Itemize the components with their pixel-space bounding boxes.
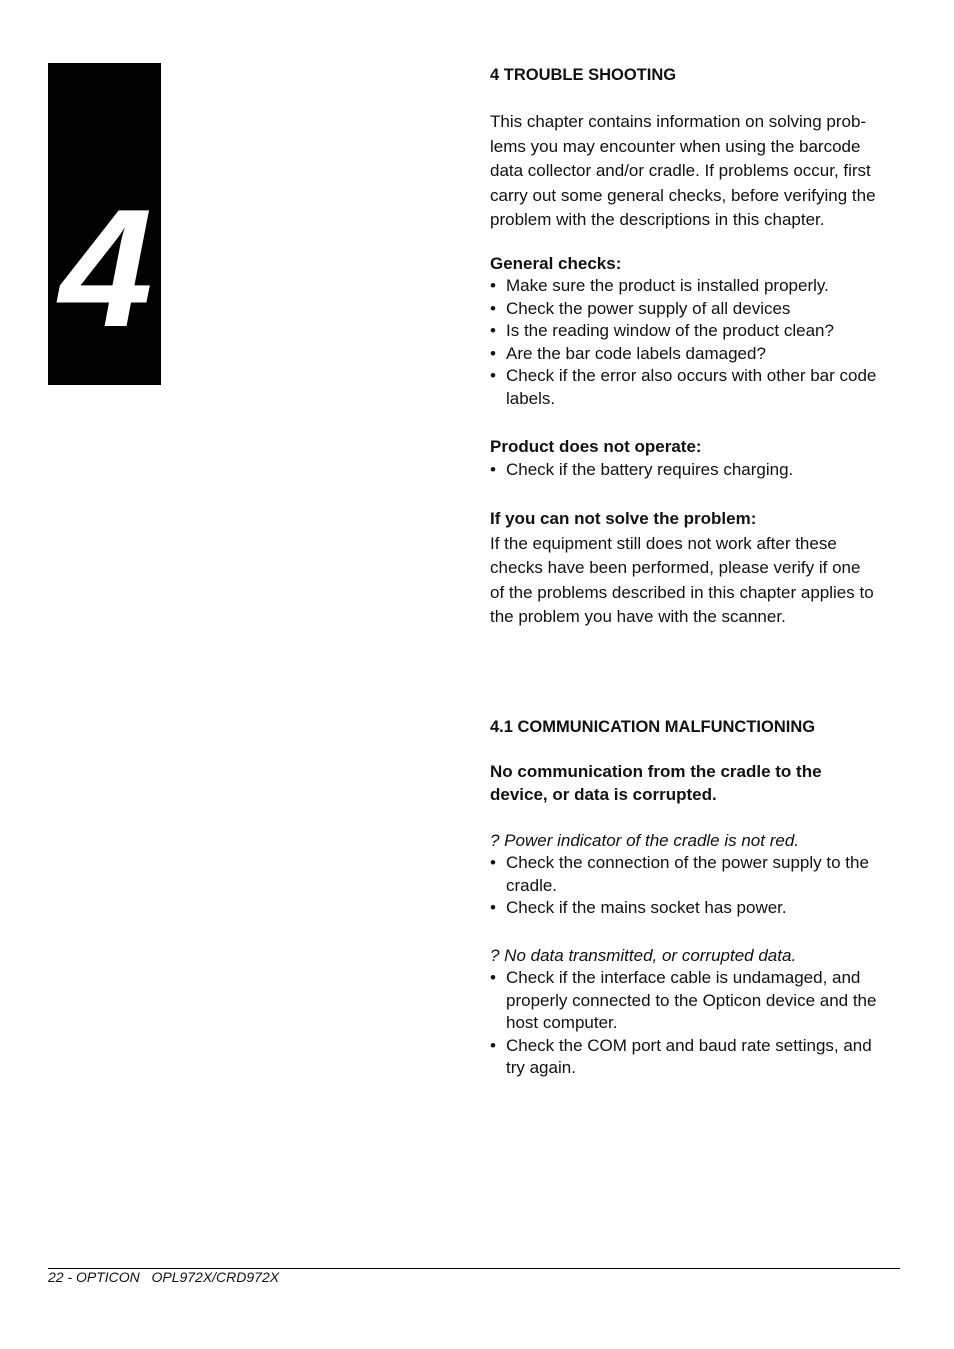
cannot-solve-title: If you can not solve the problem:	[490, 509, 757, 528]
not-operate-title: Product does not operate:	[490, 437, 702, 456]
general-checks-title: General checks:	[490, 253, 622, 273]
list-item: • Check the power supply of all devices	[490, 298, 791, 318]
footer-text: 22 - OPTICON OPL972X/CRD972X	[48, 1269, 280, 1285]
problem-title: No communication from the cradle to the device, or data is corrupted.	[490, 761, 822, 804]
intro-line: This chapter contains information on solving prob-	[490, 112, 867, 131]
intro-paragraph	[490, 110, 902, 233]
content-column	[490, 64, 902, 1080]
general-checks-list	[490, 275, 902, 410]
list-item: • Check if the mains socket has power.	[490, 898, 787, 917]
section-heading-communication: 4.1 COMMUNICATION MALFUNCTIONING	[490, 717, 816, 736]
intro-line: data collector and/or cradle. If problems occur, first	[490, 161, 871, 180]
chapter-number: 4	[59, 174, 153, 362]
list-item: • Is the reading window of the product clean?	[490, 321, 834, 340]
symptom-power-indicator: ? Power indicator of the cradle is not red.	[490, 830, 799, 850]
symptom1-list	[490, 852, 902, 920]
list-item: • Make sure the product is installed properly.	[490, 276, 829, 295]
symptom2-list	[490, 967, 902, 1080]
list-item: • Check the COM port and baud rate settings, and try again.	[490, 1035, 872, 1077]
intro-line: carry out some general checks, before verifying the	[490, 185, 876, 205]
cannot-solve-paragraph: If the equipment still does not work after these checks have been performed, please verify if one of the problems described in this chapter applies to the problem you have with the scanner.	[490, 533, 874, 626]
list-item: • Check if the error also occurs with other bar code labels.	[490, 366, 877, 408]
list-item: • Check if the battery requires charging.	[490, 459, 794, 479]
list-item: • Are the bar code labels damaged?	[490, 343, 766, 363]
list-item: • Check the connection of the power supply to the cradle.	[490, 853, 869, 895]
intro-line: lems you may encounter when using the barcode	[490, 136, 861, 156]
section-heading-trouble-shooting: 4 TROUBLE SHOOTING	[490, 66, 677, 84]
chapter-tab	[48, 63, 161, 385]
symptom-no-data: ? No data transmitted, or corrupted data.	[490, 945, 797, 965]
intro-line: problem with the descriptions in this chapter.	[490, 210, 825, 229]
not-operate-list	[490, 459, 902, 482]
list-item: • Check if the interface cable is undamaged, and properly connected to the Opticon device and the host computer.	[490, 968, 877, 1032]
